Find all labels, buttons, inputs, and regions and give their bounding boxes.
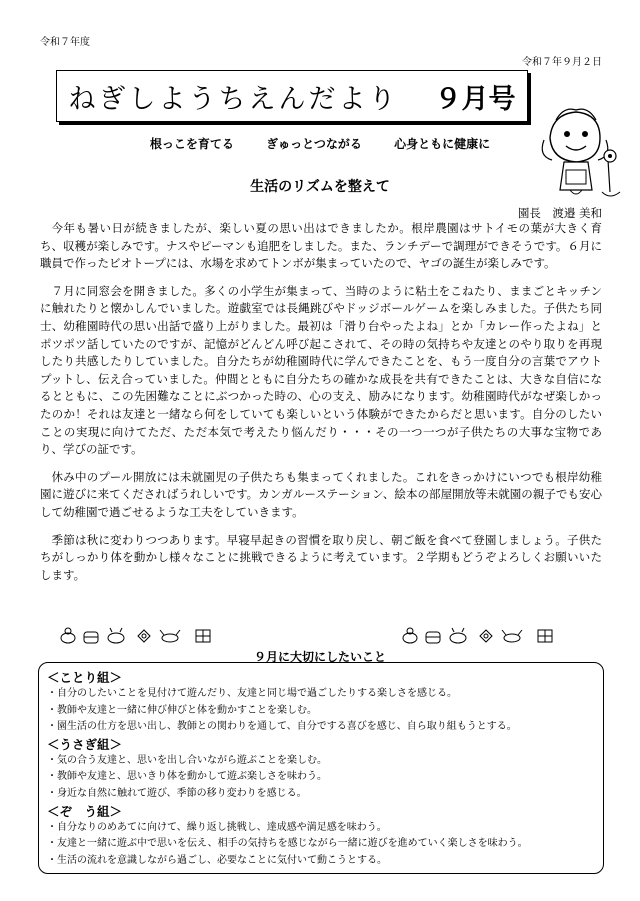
goal-item: ・気の合う友達と、思いを出し合いながら遊ぶことを楽しむ。 xyxy=(47,754,327,766)
group-name-usagi: ＜うさぎ組＞ xyxy=(47,736,123,752)
fiscal-year: 令和７年度 xyxy=(40,37,90,48)
goal-item: ・身近な自然に触れて遊び、季節の移り変わりを感じる。 xyxy=(47,787,307,799)
slogan-2: ぎゅっとつながる xyxy=(266,137,362,151)
slogan-1: 根っこを育てる xyxy=(149,137,234,151)
article-paragraph: 季節は秋に変わりつつあります。早寝早起きの習慣を取り戻し、朝ご飯を食べて登園しましょう。子供たちがしっかり体を動かし様々なことに挑戦できるように考えています。２学期もどうぞよろしくお願いいたします。 xyxy=(40,532,602,582)
goal-item: ・園生活の仕方を思い出し、教師との関わりを通して、自分でする喜びを感じ、自ら取り組もうとする。 xyxy=(47,721,517,733)
decorative-bugs-border-icon xyxy=(400,626,580,646)
goals-heading: ９月に大切にしたいこと xyxy=(253,650,386,664)
goal-item: ・生活の流れを意識しながら過ごし、必要なことに気付いて動こうとする。 xyxy=(47,854,387,866)
article-heading: 生活のリズムを整えて xyxy=(250,179,390,195)
goal-item: ・教師や友達と、思いきり体を動かして遊ぶ楽しさを味わう。 xyxy=(47,771,327,783)
slogan-3: 心身ともに健康に xyxy=(394,137,491,151)
article-author: 園長 渡邉 美和 xyxy=(517,206,602,220)
decorative-bugs-border-icon xyxy=(58,626,238,646)
group-name-kotori: ＜ことり組＞ xyxy=(47,670,123,685)
goal-item: ・友達と一緒に遊ぶ中で思いを伝え、相手の気持ちを感じながら一緒に遊びを進めていく楽しさを味わう。 xyxy=(47,838,528,850)
article-body xyxy=(40,220,602,594)
goal-item: ・自分なりのめあてに向けて、繰り返し挑戦し、達成感や満足感を味わう。 xyxy=(47,821,387,833)
group-name-zou: ＜ぞ う組＞ xyxy=(47,803,123,819)
goal-item: ・教師や友達と一緒に伸び伸びと体を動かすことを楽しむ。 xyxy=(47,704,317,716)
article-paragraph: 今年も暑い日が続きましたが、楽しい夏の思い出はできましたか。根岸農園はサトイモの葉が大きく育ち、収穫が楽しみです。ナスやピーマンも追肥をしました。また、ランチデーで調理ができそうです。６月に職員で作ったビオトープには、水場を求めてトンボが集まっていたので、ヤゴの誕生が楽しみです。 xyxy=(40,221,602,271)
newsletter-title: ねぎしようちえんだより xyxy=(68,83,399,115)
article-paragraph: 休み中のプール開放には未就園児の子供たちも集まってくれました。これをきっかけにいつでも根岸幼稚園に遊びに来てくださればうれしいです。カンガルーステーション、絵本の部屋開放等未就園の親子でも安心して幼稚園で過ごせるような工夫をしていきます。 xyxy=(40,469,602,519)
article-paragraph: ７月に同窓会を開きました。多くの小学生が集まって、当時のように粘土をこねたり、ままごとキッチンに触れたりと懐かしんでいました。遊戯室では長縄跳びやドッジボールゲームを楽しみました。子供たち同士、幼稚園時代の思い出話で盛り上がりました。最初は「滑り台やったよね」とか「カレー作ったよね」とポツポツ話していたのですが、記憶がどんどん呼び起こされて、その時の気持ちや友達とのやり取りを再現したり共感したりしていました。自分たちが幼稚園時代に学んできたことを、もう一度自分の言葉でアウトプットし、伝え合っていました。仲間とともに自分たちの確かな成長を共有できたことは、大きな自信になるとともに、この先困難なことにぶつかった時の、心の支え、励みになります。幼稚園時代がなぜ楽しかったのか！それは友達と一緒なら何をしていても楽しいという体験ができたからだと思います。自分のしたいことの実現に向けてただ、ただ本気で考えたり悩んだり・・・その一つ一つが子供たちの大事な宝物であり、学びの証です。 xyxy=(40,283,602,457)
newsletter-title-box xyxy=(56,70,528,122)
issue-date: 令和７年９月２日 xyxy=(522,57,602,68)
goals-box xyxy=(38,662,604,874)
goal-item: ・自分のしたいことを見付けて遊んだり、友達と同じ場で過ごしたりする楽しさを感じる。 xyxy=(47,688,457,699)
newsletter-month: ９月号 xyxy=(434,83,516,115)
